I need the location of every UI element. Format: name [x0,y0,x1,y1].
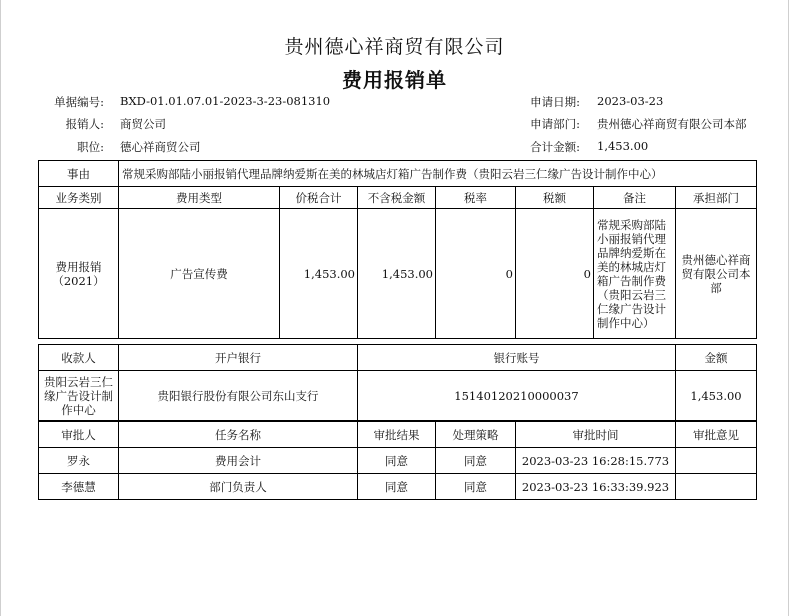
header-account: 银行账号 [358,345,676,371]
header-payee: 收款人 [39,345,119,371]
header-task: 任务名称 [119,422,358,448]
approval-opinion [676,448,757,474]
payee-name: 贵阳云岩三仁缘广告设计制作中心 [39,371,119,421]
expense-category: 费用报销（2021） [39,209,119,339]
date-label: 申请日期: [530,95,580,109]
expense-tax: 0 [516,209,594,339]
expense-row [39,209,757,339]
approval-result: 同意 [358,474,436,500]
approval-task: 费用会计 [119,448,358,474]
header-bank: 开户银行 [119,345,358,371]
approval-header-row [39,422,757,448]
header-strategy: 处理策略 [436,422,516,448]
approval-task: 部门负责人 [119,474,358,500]
expense-remark: 常规采购部陆小丽报销代理品牌纳爱斯在美的林城店灯箱广告制作费（贵阳云岩三仁缘广告设计制作中心） [594,209,676,339]
payee-row [39,371,757,421]
applicant-label: 报销人: [65,117,104,131]
header-dept: 承担部门 [676,187,757,209]
expense-dept: 贵州德心祥商贸有限公司本部 [676,209,757,339]
header-type: 费用类型 [119,187,280,209]
total-value: 1,453.00 [597,139,649,153]
company-name: 贵州德心祥商贸有限公司 [284,36,505,58]
header-tax: 税额 [516,187,594,209]
applicant-value: 商贸公司 [120,117,166,131]
approval-time: 2023-03-23 16:33:39.923 [516,474,676,500]
header-amount: 金额 [676,345,757,371]
approval-time: 2023-03-23 16:28:15.773 [516,448,676,474]
header-time: 审批时间 [516,422,676,448]
payee-bank: 贵阳银行股份有限公司东山支行 [119,371,358,421]
approval-opinion [676,474,757,500]
expense-net: 1,453.00 [358,209,436,339]
header-opinion: 审批意见 [676,422,757,448]
date-value: 2023-03-23 [597,94,664,108]
position-label: 职位: [77,140,104,154]
approval-approver: 罗永 [39,448,119,474]
approval-row [39,474,757,500]
payee-amount: 1,453.00 [676,371,757,421]
approval-row [39,448,757,474]
reason-label: 事由 [39,161,119,187]
header-remark: 备注 [594,187,676,209]
header-result: 审批结果 [358,422,436,448]
dept-label: 申请部门: [530,117,580,131]
approval-strategy: 同意 [436,474,516,500]
total-label: 合计金额: [530,140,580,154]
payee-table [38,344,757,421]
expense-header-row [39,187,757,209]
doc-no-value: BXD-01.01.07.01-2023-3-23-081310 [120,94,331,108]
dept-value: 贵州德心祥商贸有限公司本部 [597,117,747,131]
payee-header-row [39,345,757,371]
expense-table [38,160,757,339]
approval-table [38,421,757,500]
expense-rate: 0 [436,209,516,339]
expense-gross: 1,453.00 [280,209,358,339]
payee-account: 15140120210000037 [358,371,676,421]
approval-strategy: 同意 [436,448,516,474]
approval-result: 同意 [358,448,436,474]
header-rate: 税率 [436,187,516,209]
form-title: 费用报销单 [342,68,447,92]
header-net: 不含税金额 [358,187,436,209]
reason-row [39,161,757,187]
approval-approver: 李德慧 [39,474,119,500]
header-approver: 审批人 [39,422,119,448]
header-category: 业务类别 [39,187,119,209]
doc-no-label: 单据编号: [54,95,104,109]
expense-type: 广告宣传费 [119,209,280,339]
position-value: 德心祥商贸公司 [120,140,201,154]
reason-text: 常规采购部陆小丽报销代理品牌纳爱斯在美的林城店灯箱广告制作费（贵阳云岩三仁缘广告设计制作中心） [119,161,757,187]
header-gross: 价税合计 [280,187,358,209]
